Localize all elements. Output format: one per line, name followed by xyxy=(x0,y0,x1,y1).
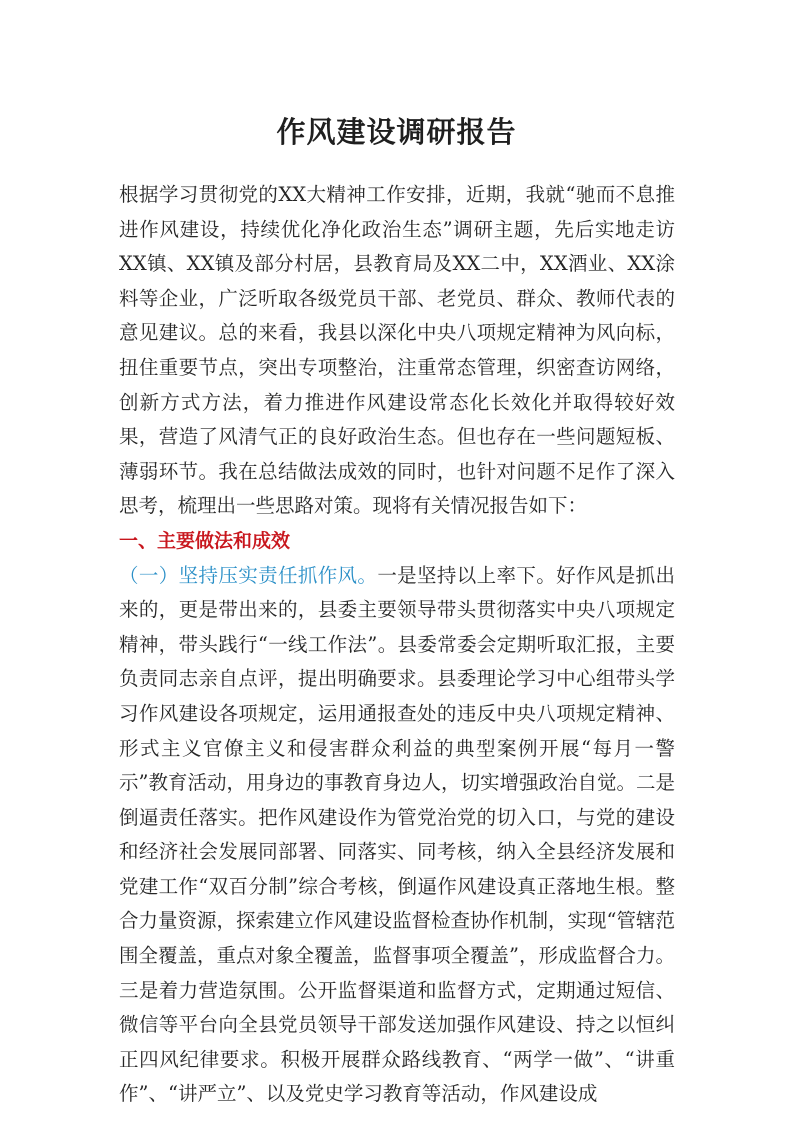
section-paragraph xyxy=(119,559,675,1113)
section-body-text: 一是坚持以上率下。好作风是抓出来的，更是带出来的，县委主要领导带头贯彻落实中央八项规定精神，带头践行“一线工作法”。县委常委会定期听取汇报，主要负责同志亲自点评，提出明确要求。县委理论学习中心组带头学习作风建设各项规定，运用通报查处的违反中央八项规定精神、形式主义官僚主义和侵害群众利益的典型案例开展“每月一警示”教育活动，用身边的事教育身边人，切实增强政治自觉。二是倒逼责任落实。把作风建设作为管党治党的切入口，与党的建设和经济社会发展同部署、同落实、同考核，纳入全县经济发展和党建工作“双百分制”综合考核，倒逼作风建设真正落地生根。整合力量资源，探索建立作风建设监督检查协作机制，实现“管辖范围全覆盖，重点对象全覆盖，监督事项全覆盖”，形成监督合力。三是着力营造氛围。公开监督渠道和监督方式，定期通过短信、微信等平台向全县党员领导干部发送加强作风建设、持之以恒纠正四风纪律要求。积极开展群众路线教育、“两学一做”、“讲重作”、“讲严立”、以及党史学习教育等活动，作风建设成 xyxy=(119,563,675,1106)
section-heading: 一、主要做法和成效 xyxy=(119,529,291,552)
subsection-heading: （一）坚持压实责任抓作风。 xyxy=(119,563,378,587)
document-body xyxy=(119,178,675,1112)
intro-paragraph: 根据学习贯彻党的XX大精神工作安排，近期，我就“驰而不息推进作风建设，持续优化净化政治生态”调研主题，先后实地走访XX镇、XX镇及部分村居，县教育局及XX二中，XX酒业、XX涂料等企业，广泛听取各级党员干部、老党员、群众、教师代表的意见建议。总的来看，我县以深化中央八项规定精神为风向标，扭住重要节点，突出专项整治，注重常态管理，织密查访网络，创新方式方法，着力推进作风建设常态化长效化并取得较好效果，营造了风清气正的良好政治生态。但也存在一些问题短板、薄弱环节。我在总结做法成效的同时，也针对问题不足作了深入思考，梳理出一些思路对策。现将有关情况报告如下： xyxy=(119,183,675,518)
document-title: 作风建设调研报告 xyxy=(276,115,517,149)
